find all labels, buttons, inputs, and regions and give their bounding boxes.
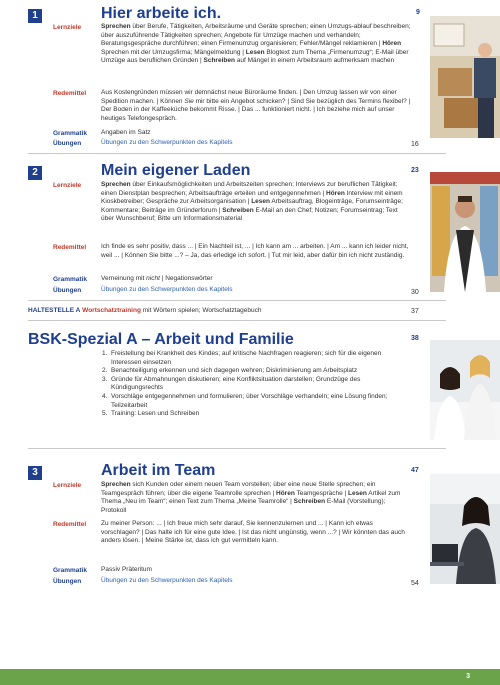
unit-start-page: 9 bbox=[416, 9, 420, 16]
spezial-page: 38 bbox=[411, 335, 419, 342]
unit-number-badge: 1 bbox=[28, 9, 42, 23]
spezial-list bbox=[102, 350, 412, 419]
unit-end-page: 16 bbox=[411, 141, 419, 148]
redemittel-label: Redemittel bbox=[53, 244, 87, 251]
redemittel-label: Redemittel bbox=[53, 521, 87, 528]
grammatik-label: Grammatik bbox=[53, 567, 87, 574]
unit-3-photo bbox=[430, 474, 500, 584]
haltestelle-title: Wortschatztraining bbox=[82, 307, 141, 314]
uebungen-label: Übungen bbox=[53, 140, 82, 147]
uebungen-label: Übungen bbox=[53, 287, 82, 294]
spezial-photo bbox=[430, 340, 500, 440]
spezial-title: BSK-Spezial A – Arbeit und Familie bbox=[28, 331, 294, 348]
uebungen-text: Übungen zu den Schwerpunkten des Kapitels bbox=[101, 139, 233, 146]
redemittel-text: Zu meiner Person: ... | Ich freue mich sehr darauf, Sie kennenzulernen und ... | Kann ich etwas vorschlagen? | Das halte ich für eine gute Idee. | Ist das nicht ungünstig, wenn ...? | Wir könnten das auch anders lösen. | Meine Stärke ist, dass ich gut vermitteln kann. bbox=[101, 520, 405, 545]
unit-number-badge: 2 bbox=[28, 166, 42, 180]
lernziele-label: Lernziele bbox=[53, 182, 82, 189]
unit-title: Mein eigener Laden bbox=[101, 162, 251, 179]
list-item: 1. Freistellung bei Krankheit des Kindes; auf kritische Nachfragen reagieren; sich für die eigenen Interessen einsetzen bbox=[102, 350, 382, 366]
grammatik-label: Grammatik bbox=[53, 276, 87, 283]
list-item: 2. Benachteiligung erkennen und sich dagegen wehren; Diskriminierung am Arbeitsplatz bbox=[102, 367, 358, 375]
uebungen-text: Übungen zu den Schwerpunkten des Kapitels bbox=[101, 286, 233, 293]
list-item: 3. Gründe für Abmahnungen diskutieren; eine Konfliktsituation darstellen; Grundzüge des Kündigungsrechts bbox=[102, 375, 361, 392]
uebungen-label: Übungen bbox=[53, 578, 82, 585]
haltestelle-label: HALTESTELLE A bbox=[28, 307, 81, 314]
haltestelle-line bbox=[28, 307, 261, 314]
list-item: 5. Training: Lesen und Schreiben bbox=[102, 410, 200, 418]
haltestelle-page: 37 bbox=[411, 308, 419, 315]
unit-title: Arbeit im Team bbox=[101, 462, 216, 479]
unit-number-badge: 3 bbox=[28, 466, 42, 480]
unit-end-page: 54 bbox=[411, 580, 419, 587]
list-item: 4. Vorschläge entgegennehmen und formulieren; über Vorschläge verhandeln; eine Lösung finden; Teilzeitarbeit bbox=[102, 392, 388, 409]
uebungen-text: Übungen zu den Schwerpunkten des Kapitels bbox=[101, 577, 233, 584]
section-divider bbox=[28, 448, 446, 449]
unit-1-photo bbox=[430, 16, 500, 138]
footer-bar bbox=[0, 669, 500, 685]
lernziele-label: Lernziele bbox=[53, 482, 82, 489]
section-divider bbox=[28, 320, 446, 321]
unit-start-page: 47 bbox=[411, 467, 419, 474]
section-divider bbox=[28, 300, 446, 301]
section-divider bbox=[28, 153, 446, 154]
haltestelle-text: mit Wörtern spielen; Wortschatztagebuch bbox=[140, 307, 262, 314]
redemittel-text: Aus Kostengründen müssen wir demnächst neue Büroräume finden. | Den Umzug lassen wir von einer Spedition machen. | Können Sie mir bitte ein Angebot schicken? | Sind Sie bezüglich des Termins flexibel? | Der Boden in der Kaffeeküche bekommt Risse. | Das ... funktioniert nicht. | Ich beziehe mich auf unser heutiges Telefongespräch. bbox=[101, 89, 411, 122]
unit-start-page: 23 bbox=[411, 167, 419, 174]
redemittel-text: Ich finde es sehr positiv, dass ... | Ein Nachteil ist, ... | Ich kann am ... arbeiten. | Am ... kann ich leider nicht, weil ... | Können Sie bitte ...? – Ja, das erledige ich sofort. | Tut mir leid, aber dafür bin ich nicht zuständig. bbox=[101, 243, 409, 259]
unit-end-page: 30 bbox=[411, 289, 419, 296]
grammatik-text: Passiv Präteritum bbox=[101, 566, 152, 573]
page-number: 3 bbox=[466, 673, 470, 680]
lernziele-label: Lernziele bbox=[53, 24, 82, 31]
lernziele-text: Sprechen sich Kunden oder einem neuen Team vorstellen; über eine neue Stelle sprechen; ein Teamgespräch führen; über die eigene Teamrolle sprechen | Hören Teamgespräche | Lesen Artikel zum Thema „Neu im Team“; einen Text zum Thema „Meine Teamrolle“ | Schreiben E-Mail (Vorstellung); Protokoll bbox=[101, 481, 401, 514]
unit-title: Hier arbeite ich. bbox=[101, 5, 222, 22]
unit-2-photo bbox=[430, 172, 500, 292]
lernziele-text: Sprechen über Einkaufsmöglichkeiten und Arbeitszeiten sprechen; Interviews zur beruflichen Tätigkeit; einen Dienstplan besprechen; Arbeitsaufträge erteilen und entgegennehmen | Hören Interview mit einem Kioskbetreiber; Gespräche zur Arbeitsorganisation | Lesen Arbeitsauftrag, Blogeinträge, Forumseinträge; Kommentare; Beiträge im Gründerforum | Schreiben E-Mail an den Chef; Notizen; Forumseintrag; Text über Wunschberuf; Bitte um Informationsmaterial bbox=[101, 181, 403, 223]
lernziele-text: Sprechen über Berufe, Tätigkeiten, Arbeitsräume und Geräte sprechen; einen Umzugs-ablauf beschreiben; über auszuführende Tätigkeiten sprechen; Angebote für Umzüge machen und verhandeln; Beratungsgespräche durchführen; einen Firmenumzug organisieren; Fehler/Mängel reklamieren | Hören Sprechen mit der Umzugsfirma; Mängelmeldung | Lesen Blogtext zum Thema „Firmenumzug“; E-Mail über Umzüge aus beruflichen Gründen | Schreiben auf Mängel in einem Arbeitsraum aufmerksam machen bbox=[101, 23, 411, 65]
grammatik-text: Angaben im Satz bbox=[101, 129, 151, 136]
grammatik-text: Verneinung mit nicht | Negationswörter bbox=[101, 275, 213, 282]
redemittel-label: Redemittel bbox=[53, 90, 87, 97]
grammatik-label: Grammatik bbox=[53, 130, 87, 137]
